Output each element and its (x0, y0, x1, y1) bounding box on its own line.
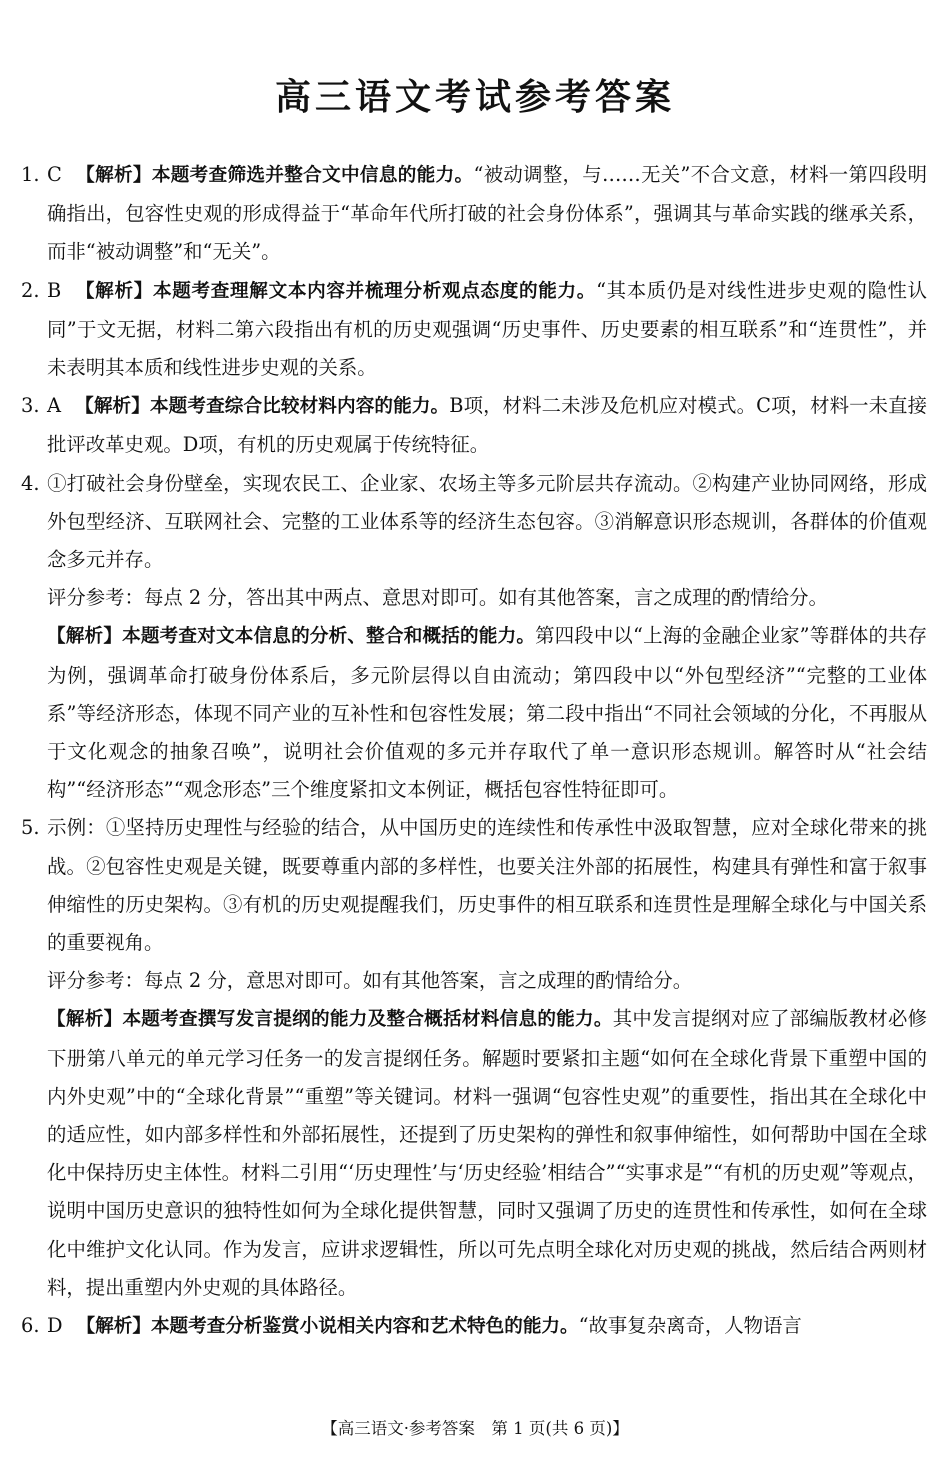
analysis-text: “其本质仍是对线性进步史观的隐性认同”于文无据，材料二第六段指出有机的历史观强调“历史事件、历史要素的相互联系”和“连贯性”，并未表明其本质和线性进步史观的关系。 (47, 278, 927, 380)
analysis-lead: 本题考查分析鉴赏小说相关内容和艺术特色的能力。 (150, 1316, 579, 1338)
answer-choice: B (47, 278, 62, 302)
analysis-label: 【解析】 (76, 1316, 151, 1338)
item-number: 3. (21, 394, 40, 418)
answer-item-3 (21, 387, 927, 464)
analysis-paragraph (21, 1000, 927, 1307)
analysis-label: 【解析】 (75, 165, 152, 186)
analysis-lead: 本题考查综合比较材料内容的能力。 (149, 396, 450, 418)
answer-list (21, 156, 927, 1346)
analysis-label: 【解析】 (47, 1009, 123, 1031)
page-footer: 【高三语文·参考答案 第 1 页(共 6 页)】 (321, 1419, 629, 1438)
analysis-lead: 本题考查对文本信息的分析、整合和概括的能力。 (122, 626, 536, 648)
scoring-note: 评分参考：每点 2 分，答出其中两点、意思对即可。如有其他答案，言之成理的酌情给分。 (47, 586, 828, 610)
page-title: 高三语文考试参考答案 (274, 77, 675, 118)
analysis-text: 其中发言提纲对应了部编版教材必修下册第八单元的单元学习任务一的发言提纲任务。解题时要紧扣主题“如何在全球化背景下重塑中国的内外史观”中的“全球化背景”“重塑”等关键词。材料一强调“包容性史观”的重要性，指出其在全球化中的适应性，如内部多样性和外部拓展性，还提到了历史架构的弹性和叙事伸缩性，如何帮助中国在全球化中保持历史主体性。材料二引用“‘历史理性’与‘历史经验’相结合”“实事求是”“有机的历史观”等观点，说明中国历史意识的独特性如何为全球化提供智慧，同时又强调了历史的连贯性和传承性，如何在全球化中维护文化认同。作为发言，应讲求逻辑性，所以可先点明全球化对历史观的挑战，然后结合两则材料，提出重塑内外史观的具体路径。 (47, 1007, 927, 1299)
analysis-label: 【解析】 (75, 396, 150, 418)
analysis-label: 【解析】 (75, 280, 153, 302)
answer-item-5 (21, 809, 927, 1307)
analysis-text: B项，材料二未涉及危机应对模式。C项，材料一未直接批评改革史观。D项，有机的历史观属于传统特征。 (47, 394, 927, 457)
answer-choice: C (47, 163, 62, 186)
answer-item-6 (21, 1307, 927, 1346)
item-number: 1. (21, 163, 40, 186)
analysis-paragraph (21, 617, 927, 809)
analysis-label: 【解析】 (47, 626, 123, 648)
analysis-text: 第四段中以“上海的金融企业家”等群体的共存为例，强调革命打破身份体系后，多元阶层得以自由流动；第四段中以“外包型经济”“完整的工业体系”等经济形态，体现不同产业的互补性和包容性发展；第二段中指出“不同社会领域的分化，不再服从于文化观念的抽象召唤”，说明社会价值观的多元并存取代了单一意识形态规训。解答时从“社会结构”“经济形态”“观念形态”三个维度紧扣文本例证，概括包容性特征即可。 (47, 624, 927, 802)
item-number: 4. (21, 471, 40, 495)
answer-choice: A (47, 394, 62, 418)
answer-text: ①打破社会身份壁垒，实现农民工、企业家、农场主等多元阶层共存流动。②构建产业协同网络，形成外包型经济、互联网社会、完整的工业体系等的经济生态包容。③消解意识形态规训，各群体的价值观念多元并存。 (47, 471, 927, 572)
item-number: 6. (21, 1314, 40, 1338)
analysis-text: “被动调整，与……无关”不合文意，材料一第四段明确指出，包容性史观的形成得益于“革命年代所打破的社会身份体系”，强调其与革命实践的继承关系，而非“被动调整”和“无关”。 (47, 163, 927, 264)
analysis-lead: 本题考查理解文本内容并梳理分析观点态度的能力。 (152, 280, 597, 302)
scoring-note: 评分参考：每点 2 分，意思对即可。如有其他答案，言之成理的酌情给分。 (47, 969, 693, 993)
analysis-text: “故事复杂离奇，人物语言 (578, 1314, 802, 1338)
analysis-lead: 本题考查筛选并整合文中信息的能力。 (151, 165, 474, 186)
analysis-lead: 本题考查撰写发言提纲的能力及整合概括材料信息的能力。 (122, 1009, 613, 1031)
answer-item-4 (21, 465, 927, 810)
answer-item-2 (21, 272, 927, 388)
item-number: 2. (21, 278, 40, 302)
item-number: 5. (21, 816, 40, 840)
answer-text: 示例：①坚持历史理性与经验的结合，从中国历史的连续性和传承性中汲取智慧，应对全球化带来的挑战。②包容性史观是关键，既要尊重内部的多样性，也要关注外部的拓展性，构建具有弹性和富于叙事伸缩性的历史架构。③有机的历史观提醒我们，历史事件的相互联系和连贯性是理解全球化与中国关系的重要视角。 (47, 816, 927, 955)
answer-choice: D (47, 1314, 63, 1338)
answer-item-1 (21, 156, 927, 272)
